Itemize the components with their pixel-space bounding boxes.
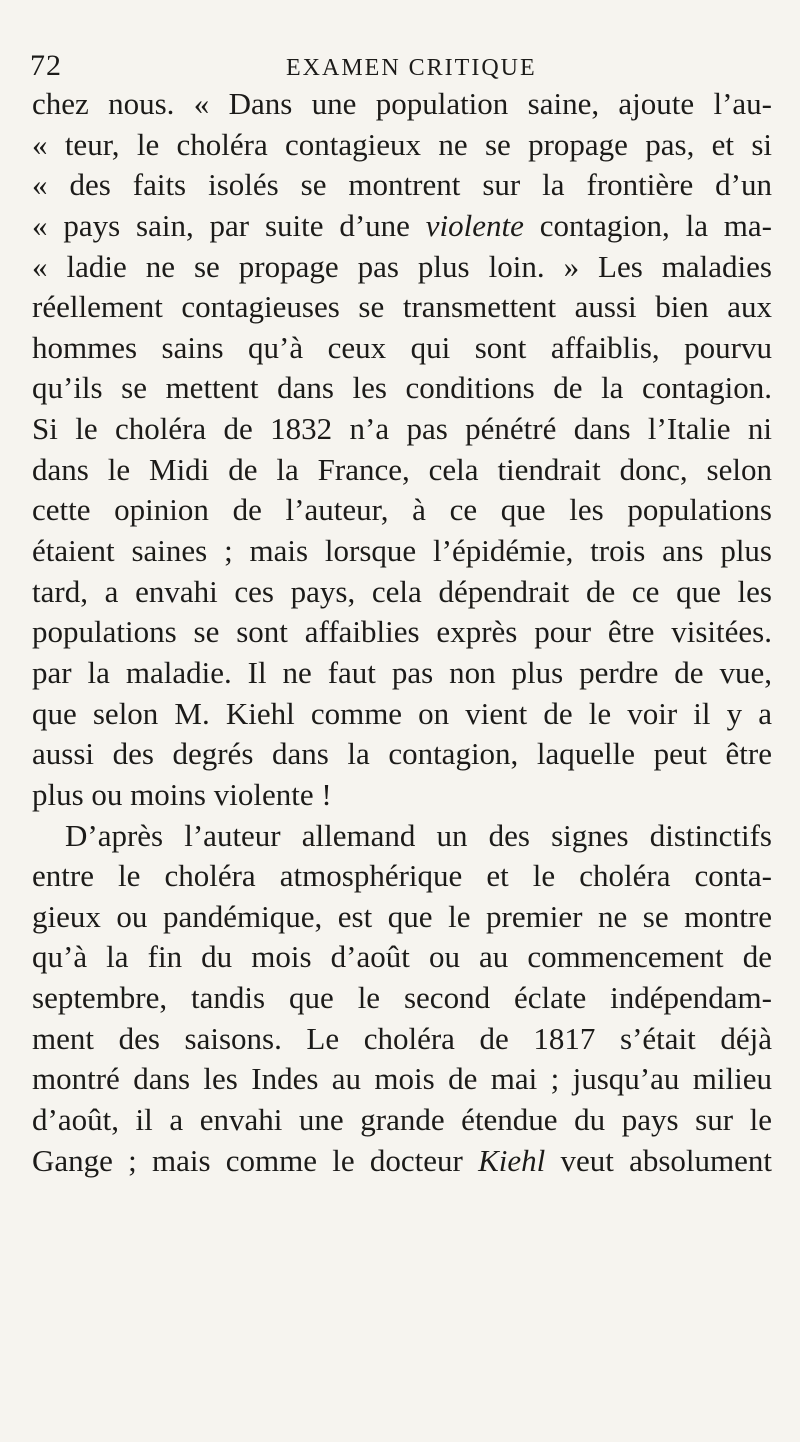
page-number: 72: [30, 49, 62, 82]
italic-word: violente: [425, 207, 524, 243]
text-line: d’août, il a envahi une grande étendue du pays sur le: [32, 1102, 772, 1138]
running-head: EXAMEN CRITIQUE: [286, 55, 537, 81]
text-line: par la maladie. Il ne faut pas non plus perdre de vue,: [32, 654, 772, 690]
page-header: [30, 46, 800, 86]
text-line: cette opinion de l’auteur, à ce que les populations: [32, 492, 772, 528]
text-line: qu’à la fin du mois d’août ou au commencement de: [32, 939, 772, 975]
text-line: populations se sont affaiblies exprès pour être visitées.: [32, 614, 772, 650]
italic-word: Kiehl: [478, 1142, 546, 1178]
text-line: entre le choléra atmosphérique et le choléra conta-: [32, 858, 772, 894]
text-line: D’après l’auteur allemand un des signes distinctifs: [65, 817, 772, 853]
text-line: étaient saines ; mais lorsque l’épidémie, trois ans plus: [32, 533, 772, 569]
text-line: gieux ou pandémique, est que le premier ne se montre: [32, 898, 772, 934]
text-line: chez nous. « Dans une population saine, ajoute l’au-: [32, 86, 772, 121]
text-line: Gange ; mais comme le docteur Kiehl veut absolument: [32, 1142, 772, 1178]
text-line: « pays sain, par suite d’une violente contagion, la ma-: [32, 207, 772, 243]
text-line: septembre, tandis que le second éclate indépendam-: [32, 980, 772, 1016]
text-line: tard, a envahi ces pays, cela dépendrait de ce que les: [32, 573, 772, 609]
text-line: « des faits isolés se montrent sur la frontière d’un: [32, 167, 772, 203]
text-line: « teur, le choléra contagieux ne se propage pas, et si: [32, 126, 772, 162]
text-line: aussi des degrés dans la contagion, laquelle peut être: [32, 736, 772, 772]
text-line: dans le Midi de la France, cela tiendrait donc, selon: [32, 451, 772, 487]
body-text: [32, 84, 772, 1181]
text-line: plus ou moins violente !: [32, 776, 332, 812]
text-line: réellement contagieuses se transmettent aussi bien aux: [32, 289, 772, 325]
text-line: ment des saisons. Le choléra de 1817 s’était déjà: [32, 1020, 772, 1056]
text-line: « ladie ne se propage pas plus loin. » Les maladies: [32, 248, 772, 284]
text-line: montré dans les Indes au mois de mai ; jusqu’au milieu: [32, 1061, 772, 1097]
text-line: qu’ils se mettent dans les conditions de la contagion.: [32, 370, 772, 406]
text-line: que selon M. Kiehl comme on vient de le voir il y a: [32, 695, 772, 731]
text-line: Si le choléra de 1832 n’a pas pénétré dans l’Italie ni: [32, 411, 772, 447]
text-line: hommes sains qu’à ceux qui sont affaiblis, pourvu: [32, 329, 772, 365]
